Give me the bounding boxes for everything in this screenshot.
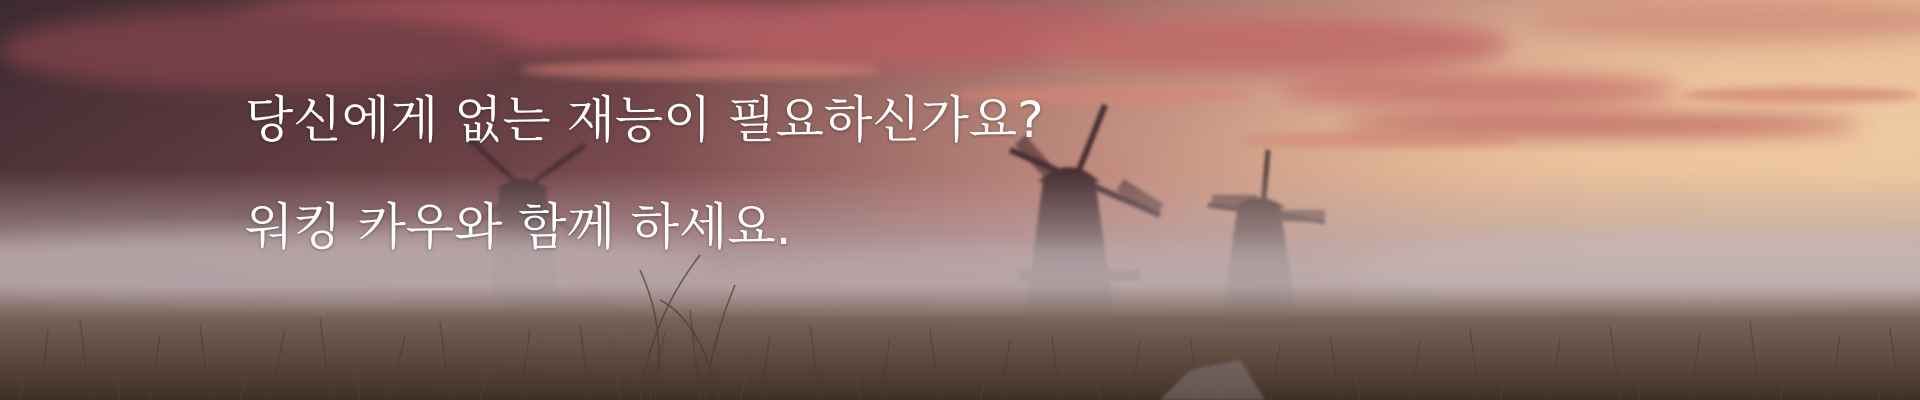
subline-text: 워킹 카우와 함께 하세요. xyxy=(245,198,792,256)
headline-text: 당신에게 없는 재능이 필요하신가요? xyxy=(245,91,1044,149)
